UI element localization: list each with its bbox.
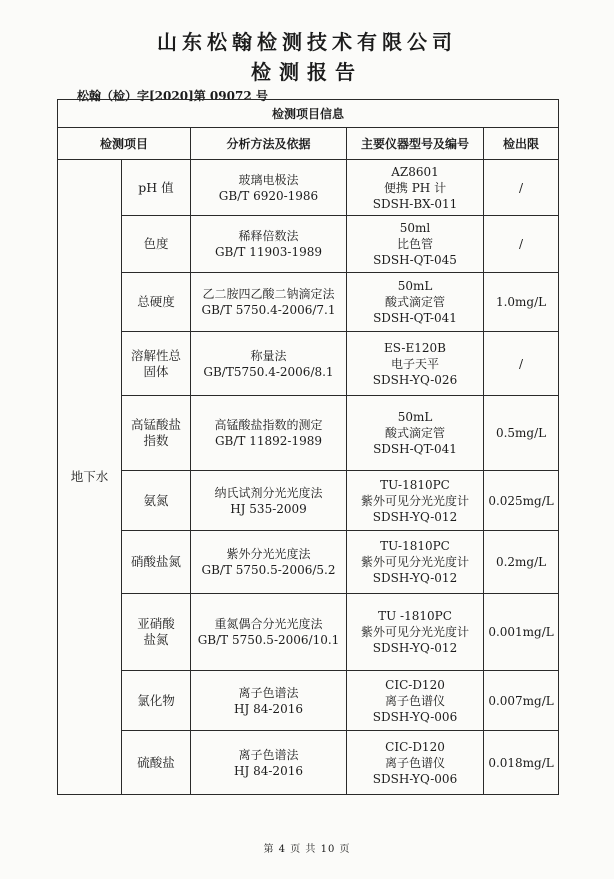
table-row bbox=[58, 160, 559, 216]
header-limit: 检出限 bbox=[484, 128, 559, 160]
item-name-cell bbox=[122, 731, 191, 795]
item-name-cell-line: 氯化物 bbox=[137, 692, 175, 708]
instrument-cell bbox=[347, 531, 484, 594]
instrument-cell bbox=[347, 396, 484, 471]
category-cell: 地下水 bbox=[58, 160, 122, 795]
method-cell-line: HJ 84-2016 bbox=[234, 701, 303, 716]
method-cell bbox=[191, 160, 347, 216]
item-name-cell bbox=[122, 273, 191, 332]
method-cell-line: GB/T5750.4-2006/8.1 bbox=[203, 364, 334, 379]
method-cell bbox=[191, 671, 347, 731]
instrument-cell-line: 酸式滴定管 bbox=[384, 295, 445, 309]
table-row bbox=[58, 531, 559, 594]
item-name-cell-line: 指数 bbox=[143, 433, 169, 448]
item-name-cell-line: 盐氮 bbox=[143, 632, 169, 647]
instrument-cell-line: SDSH-YQ-012 bbox=[372, 571, 458, 585]
item-name-cell-line: pH 值 bbox=[138, 179, 174, 195]
limit-cell: / bbox=[484, 160, 559, 216]
method-cell-line: GB/T 5750.4-2006/7.1 bbox=[201, 303, 336, 317]
instrument-cell-line: 50mL bbox=[397, 410, 433, 424]
method-cell-line: GB/T 6920-1986 bbox=[218, 188, 319, 203]
item-name-cell bbox=[122, 594, 191, 671]
method-cell bbox=[191, 471, 347, 531]
report-title: 检测报告 bbox=[251, 60, 363, 84]
item-name-cell bbox=[122, 332, 191, 396]
limit-cell: / bbox=[484, 332, 559, 396]
test-items-table bbox=[57, 99, 559, 795]
header-method: 分析方法及依据 bbox=[191, 128, 347, 160]
item-name-cell-line: 总硬度 bbox=[137, 294, 175, 309]
method-cell bbox=[191, 531, 347, 594]
limit-cell: 0.018mg/L bbox=[484, 731, 559, 795]
instrument-cell-line: ES-E120B bbox=[384, 340, 446, 355]
instrument-cell-line: 紫外可见分光光度计 bbox=[360, 625, 469, 639]
method-cell-line: HJ 535-2009 bbox=[230, 501, 307, 516]
header-instrument: 主要仪器型号及编号 bbox=[347, 128, 484, 160]
section-title: 检测项目信息 bbox=[58, 100, 559, 128]
instrument-cell-line: SDSH-QT-041 bbox=[373, 442, 457, 456]
instrument-cell-line: CIC-D120 bbox=[385, 739, 445, 754]
limit-cell: 1.0mg/L bbox=[484, 273, 559, 332]
instrument-cell-line: 离子色谱仪 bbox=[384, 755, 445, 770]
instrument-cell-line: 50mL bbox=[397, 279, 433, 293]
item-name-cell-line: 高锰酸盐 bbox=[130, 417, 181, 432]
table-row bbox=[58, 731, 559, 795]
method-cell-line: 纳氏试剂分光光度法 bbox=[214, 485, 323, 500]
table-row bbox=[58, 332, 559, 396]
company-name: 山东松翰检测技术有限公司 bbox=[157, 30, 457, 54]
method-cell-line: GB/T 11903-1989 bbox=[214, 245, 323, 259]
item-name-cell-line: 氨氮 bbox=[143, 492, 169, 508]
instrument-cell-line: 离子色谱仪 bbox=[384, 693, 445, 708]
item-name-cell-line: 亚硝酸 bbox=[137, 616, 175, 631]
instrument-cell bbox=[347, 671, 484, 731]
table-row bbox=[58, 471, 559, 531]
item-name-cell-line: 色度 bbox=[143, 236, 169, 251]
instrument-cell-line: 酸式滴定管 bbox=[384, 426, 445, 440]
instrument-cell bbox=[347, 594, 484, 671]
limit-cell: 0.001mg/L bbox=[484, 594, 559, 671]
method-cell-line: GB/T 5750.5-2006/5.2 bbox=[201, 563, 336, 577]
instrument-cell-line: SDSH-QT-041 bbox=[373, 311, 457, 325]
method-cell bbox=[191, 332, 347, 396]
item-name-cell-line: 溶解性总 bbox=[130, 347, 181, 363]
item-name-cell-line: 硫酸盐 bbox=[137, 754, 175, 770]
instrument-cell-line: SDSH-BX-011 bbox=[372, 196, 458, 211]
method-cell-line: 称量法 bbox=[250, 348, 287, 363]
method-cell bbox=[191, 396, 347, 471]
instrument-cell-line: TU-1810PC bbox=[380, 539, 450, 553]
item-name-cell bbox=[122, 531, 191, 594]
limit-cell: 0.025mg/L bbox=[484, 471, 559, 531]
instrument-cell bbox=[347, 471, 484, 531]
method-cell bbox=[191, 216, 347, 273]
instrument-cell-line: 紫外可见分光光度计 bbox=[360, 493, 469, 508]
method-cell-line: GB/T 5750.5-2006/10.1 bbox=[197, 633, 340, 647]
instrument-cell bbox=[347, 273, 484, 332]
method-cell-line: 重氮偶合分光光度法 bbox=[214, 617, 323, 631]
instrument-cell-line: 便携 PH 计 bbox=[383, 180, 447, 195]
method-cell-line: 紫外分光光度法 bbox=[226, 547, 311, 561]
item-name-cell bbox=[122, 671, 191, 731]
method-cell-line: 玻璃电极法 bbox=[238, 172, 299, 187]
item-name-cell bbox=[122, 160, 191, 216]
table-row bbox=[58, 216, 559, 273]
method-cell-line: GB/T 11892-1989 bbox=[214, 434, 323, 448]
limit-cell: 0.2mg/L bbox=[484, 531, 559, 594]
item-name-cell-line: 固体 bbox=[143, 363, 169, 379]
instrument-cell-line: SDSH-YQ-012 bbox=[372, 509, 458, 524]
method-cell-line: 离子色谱法 bbox=[238, 685, 299, 700]
table-row bbox=[58, 671, 559, 731]
method-cell-line: 乙二胺四乙酸二钠滴定法 bbox=[202, 287, 335, 301]
instrument-cell-line: 紫外可见分光光度计 bbox=[360, 555, 469, 569]
limit-cell: / bbox=[484, 216, 559, 273]
method-cell-line: HJ 84-2016 bbox=[234, 763, 303, 778]
report-number: 松翰（检）字[2020]第 09072 号 bbox=[77, 89, 268, 103]
table-row bbox=[58, 396, 559, 471]
method-cell bbox=[191, 731, 347, 795]
table-row bbox=[58, 273, 559, 332]
instrument-cell-line: SDSH-YQ-012 bbox=[372, 641, 458, 655]
instrument-cell-line: AZ8601 bbox=[391, 164, 439, 179]
method-cell bbox=[191, 594, 347, 671]
page-number: 第 4 页 共 10 页 bbox=[263, 844, 351, 855]
instrument-cell-line: 比色管 bbox=[396, 237, 433, 251]
method-cell bbox=[191, 273, 347, 332]
method-cell-line: 离子色谱法 bbox=[238, 747, 299, 762]
instrument-cell-line: SDSH-YQ-006 bbox=[372, 709, 458, 724]
instrument-cell bbox=[347, 216, 484, 273]
limit-cell: 0.5mg/L bbox=[484, 396, 559, 471]
method-cell-line: 稀释倍数法 bbox=[238, 229, 299, 243]
instrument-cell-line: CIC-D120 bbox=[385, 677, 445, 692]
instrument-cell-line: SDSH-QT-045 bbox=[373, 253, 457, 267]
header-item: 检测项目 bbox=[58, 128, 191, 160]
item-name-cell-line: 硝酸盐氮 bbox=[130, 554, 181, 569]
instrument-cell-line: 50ml bbox=[399, 221, 431, 235]
table-row bbox=[58, 594, 559, 671]
instrument-cell-line: SDSH-YQ-026 bbox=[372, 372, 458, 387]
instrument-cell bbox=[347, 160, 484, 216]
item-name-cell bbox=[122, 396, 191, 471]
item-name-cell bbox=[122, 471, 191, 531]
limit-cell: 0.007mg/L bbox=[484, 671, 559, 731]
instrument-cell-line: TU -1810PC bbox=[378, 609, 452, 623]
instrument-cell-line: TU-1810PC bbox=[380, 477, 450, 492]
instrument-cell-line: 电子天平 bbox=[390, 356, 439, 371]
instrument-cell bbox=[347, 731, 484, 795]
method-cell-line: 高锰酸盐指数的测定 bbox=[214, 418, 323, 432]
instrument-cell-line: SDSH-YQ-006 bbox=[372, 771, 458, 786]
instrument-cell bbox=[347, 332, 484, 396]
item-name-cell bbox=[122, 216, 191, 273]
